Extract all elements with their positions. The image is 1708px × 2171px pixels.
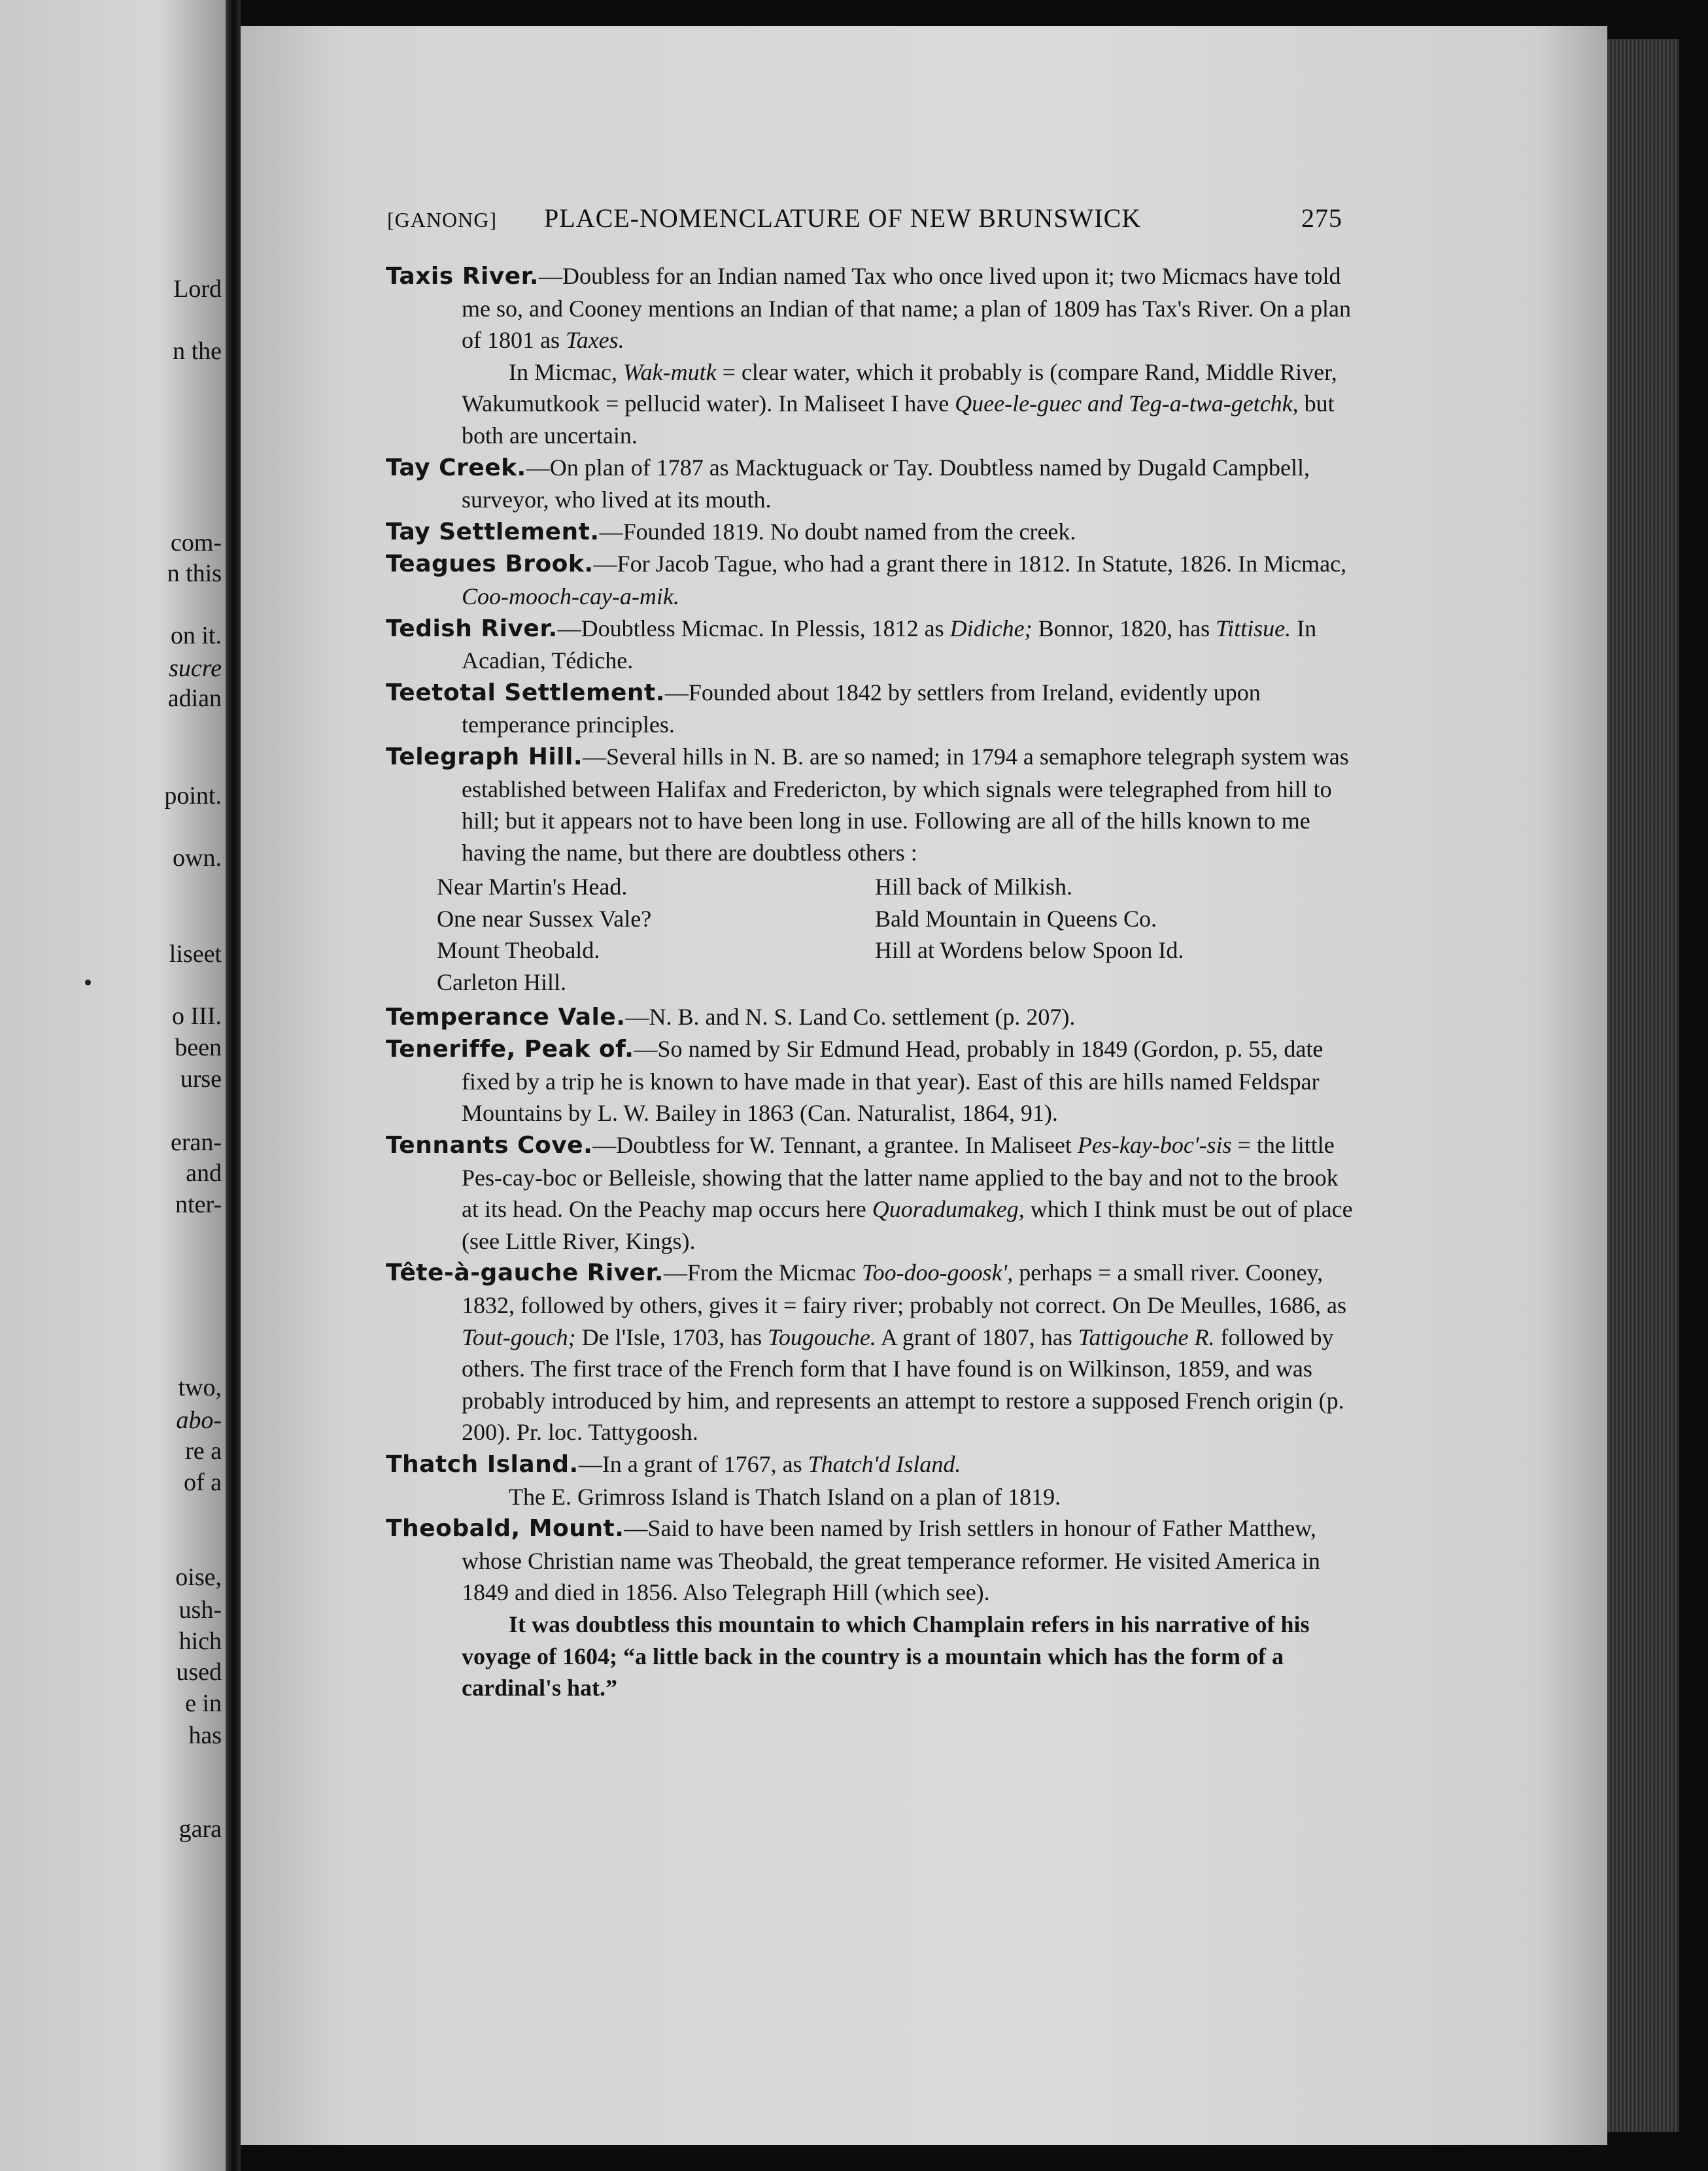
- entry-text: which I think must be out of place (see Little River, Kings).: [462, 1196, 1353, 1254]
- hill-item: Hill at Wordens below Spoon Id.: [875, 937, 1184, 964]
- hill-item: Hill back of Milkish.: [875, 874, 1072, 900]
- entry-text: In Acadian, Tédiche.: [462, 615, 1317, 674]
- left-fragment: urse: [180, 1065, 222, 1093]
- left-fragment: gara: [179, 1815, 222, 1843]
- book-gutter: [226, 0, 241, 2171]
- left-fragment: ush-: [179, 1596, 222, 1624]
- running-head: [GANONG]: [387, 208, 497, 231]
- entry-paragraph: [386, 356, 1360, 452]
- entry-text: —So named by Sir Edmund Head, probably in 1849 (Gordon, p. 55, date fixed by a trip he is known to have made in that year). East of this are hills named Feldspar Mountains by L. W. Bailey in 1863 (Can. Naturalist, 1864, 91).: [462, 1036, 1324, 1127]
- entry-italic: Thatch'd Island.: [808, 1450, 961, 1477]
- left-fragment: two,: [178, 1374, 222, 1401]
- entry-term: Tennants Cove.: [386, 1132, 593, 1159]
- left-fragment: oise,: [175, 1564, 222, 1591]
- left-fragment: liseet: [169, 940, 222, 968]
- left-fragment: eran-: [170, 1129, 222, 1156]
- entry-tete-a-gauche-river: [386, 1257, 1360, 1448]
- entry-term: Thatch Island.: [386, 1450, 579, 1478]
- entry-term: Teneriffe, Peak of.: [386, 1036, 634, 1063]
- entry-italic: Pes-kay-boc'-sis: [1077, 1132, 1232, 1159]
- left-fragment: abo-: [176, 1407, 222, 1434]
- entry-text: perhaps = a small river. Cooney, 1832, followed by others, gives it = fairy river; probably not correct. On De Meulles, 1686, as: [462, 1259, 1346, 1318]
- entry-italic: Quoradumakeg,: [872, 1196, 1025, 1223]
- hill-item: Mount Theobald.: [437, 937, 600, 964]
- ink-speck: [85, 980, 91, 985]
- left-fragment: point.: [164, 782, 222, 810]
- entry-text: —Doubtless Micmac. In Plessis, 1812 as: [557, 615, 950, 641]
- entry-temperance-vale: [386, 1001, 1360, 1034]
- para-text: In Micmac,: [509, 358, 623, 385]
- page-number: 275: [1301, 203, 1342, 233]
- entry-tay-creek: [386, 452, 1360, 516]
- left-fragment: n this: [167, 560, 222, 587]
- entry-text: —Doubtless for W. Tennant, a grantee. In Maliseet: [592, 1132, 1078, 1159]
- entry-tay-settlement: [386, 516, 1360, 549]
- left-fragment: of a: [183, 1469, 222, 1496]
- entry-teneriffe-peak: [386, 1033, 1360, 1129]
- entry-text: —Doubless for an Indian named Tax who once lived upon it; two Micmacs have told me so, and Cooney mentions an Indian of that name; a plan of 1809 has Tax's River. On a plan of 1801 as: [462, 263, 1352, 354]
- left-fragment: own.: [173, 844, 222, 872]
- entry-term: Tay Settlement.: [386, 518, 600, 545]
- hill-item: One near Sussex Vale?: [437, 905, 652, 932]
- left-fragment: has: [188, 1722, 222, 1749]
- entry-tennants-cove: [386, 1129, 1360, 1257]
- hill-item: Near Martin's Head.: [437, 874, 628, 900]
- hill-item: Carleton Hill.: [437, 969, 566, 996]
- entry-italic: Tout-gouch;: [462, 1324, 576, 1350]
- entry-taxis-river: [386, 260, 1360, 356]
- entry-term: Theobald, Mount.: [386, 1515, 624, 1543]
- left-fragment: e in: [185, 1690, 222, 1717]
- entry-italic: Tittisue.: [1216, 615, 1291, 641]
- entry-text: De l'Isle, 1703, has: [575, 1324, 768, 1350]
- para-text: , but both are uncertain.: [462, 390, 1335, 449]
- facing-page-left: [0, 0, 226, 2171]
- entry-text: —Founded 1819. No doubt named from the creek.: [599, 518, 1076, 545]
- para-italic: Wak-mutk: [623, 358, 717, 385]
- left-fragment: and: [186, 1159, 222, 1187]
- hill-item: Bald Mountain in Queens Co.: [875, 905, 1157, 932]
- entry-text: —For Jacob Tague, who had a grant there in 1812. In Statute, 1826. In Micmac,: [593, 551, 1347, 577]
- entry-teagues-brook: [386, 548, 1360, 612]
- entry-term: Tedish River.: [386, 615, 558, 642]
- left-fragment: on it.: [170, 622, 222, 649]
- entry-text: = the little Pes-cay-boc or Belleisle, showing that the latter name applied to the bay and not to the brook at its head. On the Peachy map occurs here: [462, 1132, 1339, 1223]
- left-fragment: hich: [179, 1628, 222, 1655]
- left-fragment: been: [175, 1034, 222, 1061]
- entry-telegraph-hill: [386, 741, 1360, 868]
- entry-text: —In a grant of 1767, as: [578, 1450, 808, 1477]
- left-fragment: Lord: [173, 275, 222, 303]
- entry-term: Tête-à-gauche River.: [386, 1259, 664, 1287]
- entry-term: Teagues Brook.: [386, 551, 594, 578]
- left-fragment: com-: [170, 529, 222, 556]
- entry-italic: Taxes.: [565, 327, 624, 354]
- entry-theobald-mount: [386, 1513, 1360, 1609]
- entry-tedish-river: [386, 613, 1360, 677]
- entry-text: —From the Micmac: [663, 1259, 862, 1286]
- entry-text: —On plan of 1787 as Macktuguack or Tay. Doubtless named by Dugald Campbell, surveyor, who lived at its mouth.: [462, 454, 1310, 513]
- left-fragment: re a: [185, 1437, 222, 1465]
- hill-list: [437, 871, 1360, 998]
- entry-paragraph: It was doubtless this mountain to which Champlain refers in his narrative of his voyage of 1604; “a little back in the country is a mountain which has the form of a cardinal's hat.”: [462, 1611, 1310, 1701]
- left-fragment: o III.: [172, 1002, 222, 1030]
- entry-text: A grant of 1807, has: [876, 1324, 1078, 1350]
- left-fragment: sucre: [169, 655, 222, 682]
- para-text: = clear water, which it probably is (compare Rand, Middle River, Wakumutkook = pellucid water). In Maliseet I have: [462, 358, 1337, 417]
- para-italic: Quee-le-guec and Teg-a-twa-getchk: [955, 390, 1293, 417]
- entry-italic: Coo-mooch-cay-a-mik.: [462, 583, 679, 609]
- entry-text: —Founded about 1842 by settlers from Ireland, evidently upon temperance principles.: [462, 679, 1261, 738]
- entry-italic: Too-doo-goosk',: [861, 1259, 1014, 1286]
- entry-paragraph: The E. Grimross Island is Thatch Island on a plan of 1819.: [509, 1483, 1061, 1510]
- left-fragment: adian: [167, 685, 222, 712]
- entry-text: —N. B. and N. S. Land Co. settlement (p. 207).: [625, 1003, 1076, 1030]
- left-fragment: n the: [173, 337, 222, 365]
- entry-term: Tay Creek.: [386, 454, 526, 481]
- entry-teetotal-settlement: [386, 677, 1360, 741]
- left-fragment: used: [176, 1658, 222, 1686]
- entry-italic: Didiche;: [949, 615, 1033, 641]
- entry-term: Temperance Vale.: [386, 1003, 626, 1031]
- entry-term: Taxis River.: [386, 263, 539, 290]
- entry-text: —Several hills in N. B. are so named; in 1794 a semaphore telegraph system was established between Halifax and Fredericton, by which signals were telegraphed from hill to hill; but it appears not to have been long in use. Following are all of the hills known to me having the name, but there are doubtless others :: [462, 743, 1349, 866]
- entry-italic: Tougouche.: [768, 1324, 876, 1350]
- page-body: [386, 260, 1360, 1704]
- entry-text: Bonnor, 1820, has: [1032, 615, 1216, 641]
- entry-term: Telegraph Hill.: [386, 743, 583, 770]
- entry-text: followed by others. The first trace of the French form that I have found is on Wilkinson, 1859, and was probably introduced by him, and represents an attempt to restore a supposed French origin (p. 200). Pr. loc. Tattygoosh.: [462, 1324, 1344, 1446]
- left-fragment: nter-: [175, 1191, 222, 1218]
- page-edges: [1607, 39, 1679, 2132]
- entry-text: —Said to have been named by Irish settlers in honour of Father Matthew, whose Christian name was Theobald, the great temperance reformer. He visited America in 1849 and died in 1856. Also Telegraph Hill (which see).: [462, 1515, 1320, 1606]
- entry-italic: Tattigouche R.: [1078, 1324, 1215, 1350]
- entry-thatch-island: [386, 1448, 1360, 1481]
- entry-term: Teetotal Settlement.: [386, 679, 665, 706]
- page-title: PLACE-NOMENCLATURE OF NEW BRUNSWICK: [544, 203, 1142, 233]
